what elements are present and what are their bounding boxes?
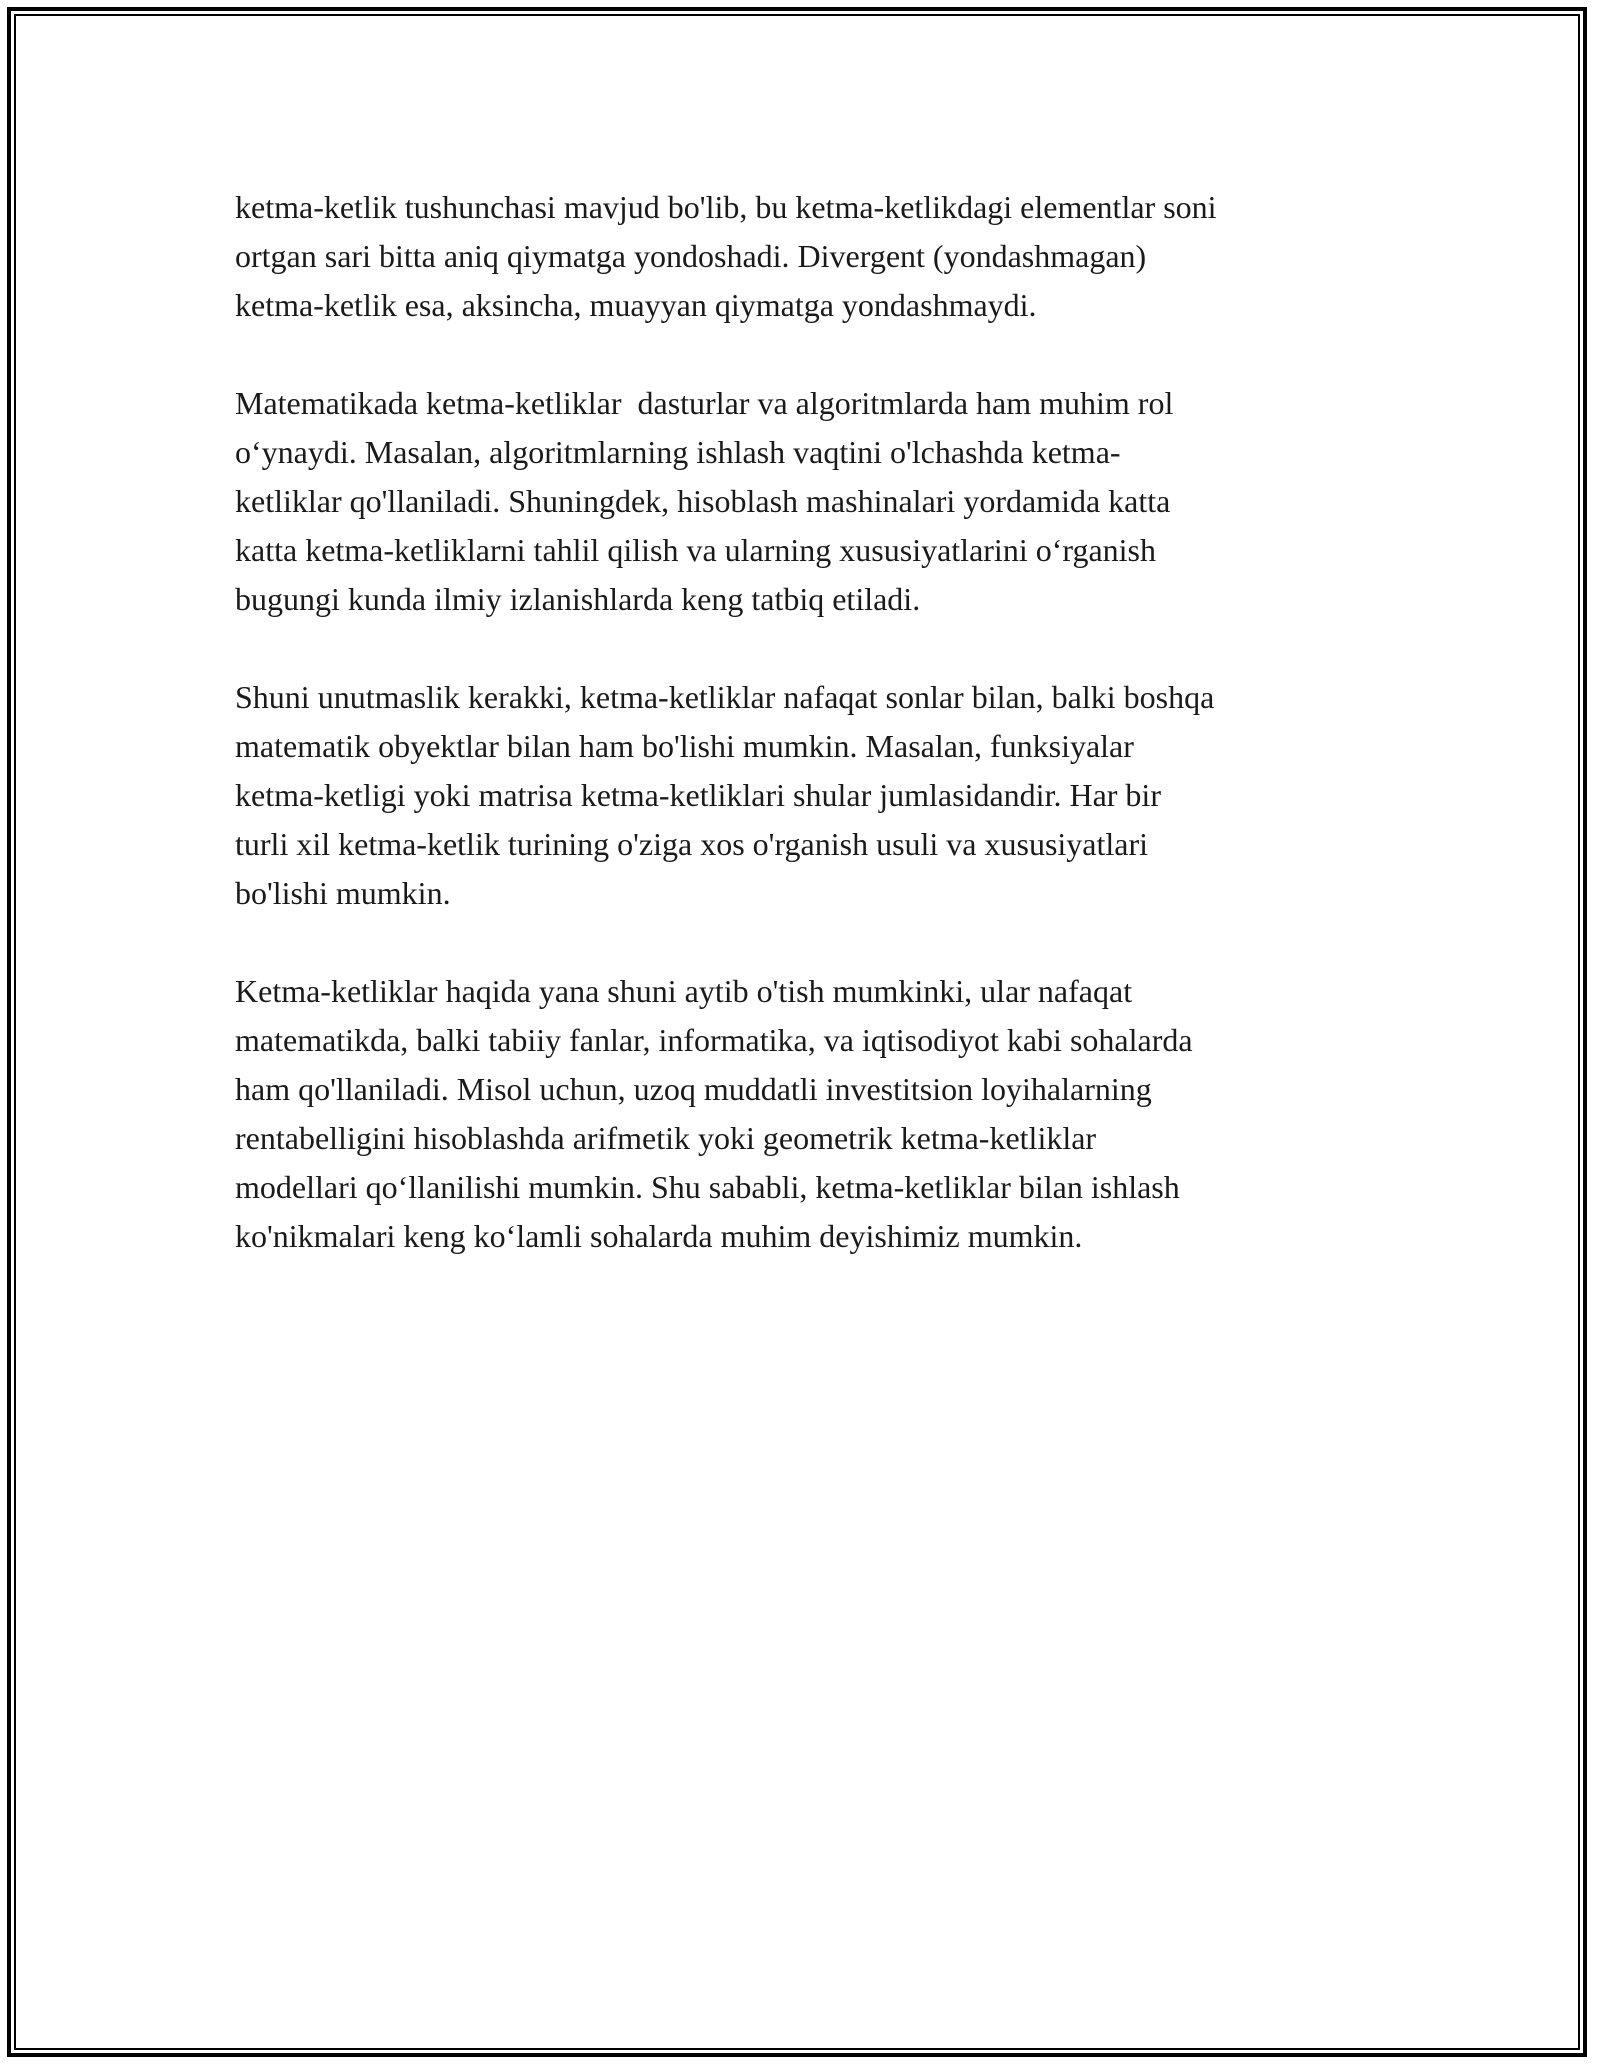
- text-line: bugungi kunda ilmiy izlanishlarda keng tatbiq etiladi.: [235, 581, 921, 617]
- text-line: matematikda, balki tabiiy fanlar, informatika, va iqtisodiyot kabi sohalarda: [235, 1022, 1193, 1058]
- text-line: ko'nikmalari keng ko‘lamli sohalarda muhim deyishimiz mumkin.: [235, 1218, 1083, 1254]
- document-body: [235, 183, 1385, 1310]
- paragraph-4: [235, 967, 1385, 1261]
- text-line: rentabelligini hisoblashda arifmetik yoki geometrik ketma-ketliklar: [235, 1120, 1097, 1156]
- text-line: Shuni unutmaslik kerakki, ketma-ketliklar nafaqat sonlar bilan, balki boshqa: [235, 679, 1215, 715]
- text-line: ketma-ketlik tushunchasi mavjud bo'lib, bu ketma-ketlikdagi elementlar soni: [235, 189, 1217, 225]
- text-line: bo'lishi mumkin.: [235, 875, 451, 911]
- text-line: katta ketma-ketliklarni tahlil qilish va ularning xususiyatlarini o‘rganish: [235, 532, 1156, 568]
- text-line: ortgan sari bitta aniq qiymatga yondoshadi. Divergent (yondashmagan): [235, 238, 1147, 274]
- paragraph-1: [235, 183, 1385, 330]
- text-line: ketma-ketligi yoki matrisa ketma-ketliklari shular jumlasidandir. Har bir: [235, 777, 1161, 813]
- text-line: matematik obyektlar bilan ham bo'lishi mumkin. Masalan, funksiyalar: [235, 728, 1134, 764]
- text-line: turli xil ketma-ketlik turining o'ziga xos o'rganish usuli va xususiyatlari: [235, 826, 1149, 862]
- text-line: modellari qo‘llanilishi mumkin. Shu sababli, ketma-ketliklar bilan ishlash: [235, 1169, 1180, 1205]
- text-line: ham qo'llaniladi. Misol uchun, uzoq muddatli investitsion loyihalarning: [235, 1071, 1152, 1107]
- text-line: ketma-ketlik esa, aksincha, muayyan qiymatga yondashmaydi.: [235, 287, 1037, 323]
- text-line: Matematikada ketma-ketliklar dasturlar va algoritmlarda ham muhim rol: [235, 385, 1174, 421]
- paragraph-3: [235, 673, 1385, 918]
- paragraph-2: [235, 379, 1385, 624]
- text-line: ketliklar qo'llaniladi. Shuningdek, hisoblash mashinalari yordamida katta: [235, 483, 1171, 519]
- text-line: Ketma-ketliklar haqida yana shuni aytib o'tish mumkinki, ular nafaqat: [235, 973, 1133, 1009]
- text-line: o‘ynaydi. Masalan, algoritmlarning ishlash vaqtini o'lchashda ketma-: [235, 434, 1121, 470]
